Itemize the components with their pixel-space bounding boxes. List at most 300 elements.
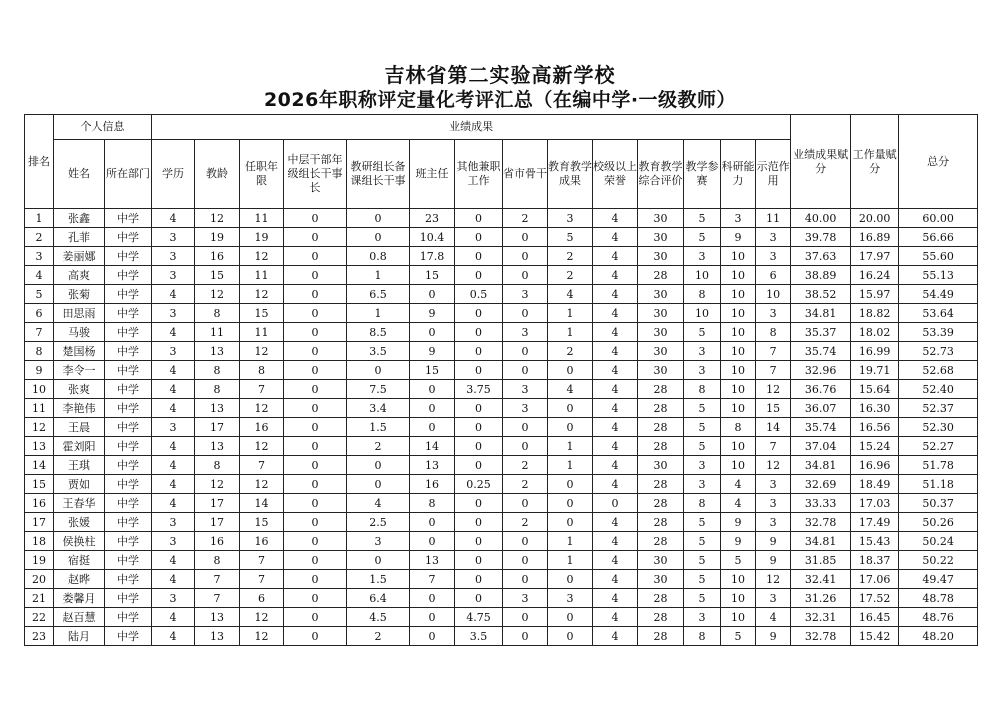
cell-years: 16: [195, 532, 240, 551]
cell-dept: 中学: [105, 570, 152, 589]
cell-midlevel: 0: [284, 608, 347, 627]
cell-workload-score: 18.82: [851, 304, 899, 323]
cell-perf-score: 34.81: [791, 456, 851, 475]
cell-other-duty: 0: [455, 437, 503, 456]
cell-rank: 23: [25, 627, 54, 646]
cell-honor: 4: [593, 228, 638, 247]
cell-contest: 5: [684, 399, 721, 418]
cell-rank: 8: [25, 342, 54, 361]
header-name: 姓名: [54, 140, 105, 209]
cell-perf-score: 32.41: [791, 570, 851, 589]
cell-research: 8: [721, 418, 756, 437]
cell-honor: 4: [593, 285, 638, 304]
cell-teaching-result: 4: [548, 285, 593, 304]
cell-demo: 4: [756, 608, 791, 627]
cell-eval: 28: [638, 532, 684, 551]
cell-midlevel: 0: [284, 304, 347, 323]
cell-midlevel: 0: [284, 380, 347, 399]
cell-other-duty: 0: [455, 247, 503, 266]
cell-teaching-result: 1: [548, 437, 593, 456]
cell-tenure: 15: [240, 304, 284, 323]
cell-name: 姜丽娜: [54, 247, 105, 266]
cell-contest: 5: [684, 418, 721, 437]
header-midlevel: 中层干部年级组长干事长: [284, 140, 347, 209]
cell-rank: 2: [25, 228, 54, 247]
cell-demo: 6: [756, 266, 791, 285]
cell-midlevel: 0: [284, 361, 347, 380]
cell-dept: 中学: [105, 361, 152, 380]
header-honor: 校级以上荣誉: [593, 140, 638, 209]
cell-years: 17: [195, 418, 240, 437]
cell-edu: 4: [152, 380, 195, 399]
cell-eval: 30: [638, 551, 684, 570]
cell-edu: 3: [152, 589, 195, 608]
cell-research: 10: [721, 570, 756, 589]
cell-edu: 3: [152, 418, 195, 437]
cell-research-lead: 8.5: [347, 323, 410, 342]
cell-demo: 3: [756, 475, 791, 494]
cell-backbone: 0: [503, 608, 548, 627]
cell-contest: 10: [684, 304, 721, 323]
cell-honor: 4: [593, 304, 638, 323]
cell-research: 10: [721, 361, 756, 380]
cell-homeroom: 23: [410, 209, 455, 228]
cell-homeroom: 0: [410, 589, 455, 608]
cell-research-lead: 3.5: [347, 342, 410, 361]
cell-demo: 3: [756, 513, 791, 532]
cell-contest: 5: [684, 570, 721, 589]
cell-years: 17: [195, 494, 240, 513]
school-title: 吉林省第二实验高新学校: [384, 63, 616, 87]
cell-teaching-result: 2: [548, 266, 593, 285]
cell-demo: 3: [756, 247, 791, 266]
cell-perf-score: 37.04: [791, 437, 851, 456]
cell-total: 52.68: [899, 361, 978, 380]
cell-honor: 4: [593, 209, 638, 228]
cell-total: 55.13: [899, 266, 978, 285]
cell-total: 52.27: [899, 437, 978, 456]
header-research-lead: 教研组长备课组长干事: [347, 140, 410, 209]
cell-teaching-result: 0: [548, 475, 593, 494]
cell-homeroom: 0: [410, 532, 455, 551]
cell-tenure: 11: [240, 209, 284, 228]
cell-name: 田思雨: [54, 304, 105, 323]
cell-homeroom: 0: [410, 285, 455, 304]
cell-tenure: 7: [240, 380, 284, 399]
cell-years: 12: [195, 209, 240, 228]
cell-teaching-result: 0: [548, 570, 593, 589]
cell-backbone: 2: [503, 513, 548, 532]
cell-teaching-result: 1: [548, 323, 593, 342]
table-row: [25, 532, 978, 551]
cell-research-lead: 3.4: [347, 399, 410, 418]
cell-edu: 4: [152, 551, 195, 570]
cell-tenure: 6: [240, 589, 284, 608]
cell-tenure: 12: [240, 627, 284, 646]
cell-honor: 4: [593, 437, 638, 456]
cell-honor: 4: [593, 323, 638, 342]
cell-edu: 3: [152, 513, 195, 532]
cell-backbone: 0: [503, 532, 548, 551]
cell-honor: 4: [593, 456, 638, 475]
cell-contest: 10: [684, 266, 721, 285]
cell-demo: 14: [756, 418, 791, 437]
cell-workload-score: 15.42: [851, 627, 899, 646]
cell-dept: 中学: [105, 399, 152, 418]
cell-name: 王春华: [54, 494, 105, 513]
cell-dept: 中学: [105, 228, 152, 247]
cell-homeroom: 16: [410, 475, 455, 494]
cell-name: 李艳伟: [54, 399, 105, 418]
cell-honor: 4: [593, 475, 638, 494]
cell-research: 10: [721, 247, 756, 266]
header-research: 科研能力: [721, 140, 756, 209]
cell-demo: 15: [756, 399, 791, 418]
cell-contest: 8: [684, 627, 721, 646]
cell-research: 5: [721, 627, 756, 646]
cell-other-duty: 0.5: [455, 285, 503, 304]
cell-teaching-result: 3: [548, 209, 593, 228]
cell-other-duty: 0: [455, 551, 503, 570]
cell-research-lead: 6.5: [347, 285, 410, 304]
cell-workload-score: 16.96: [851, 456, 899, 475]
cell-backbone: 3: [503, 380, 548, 399]
cell-years: 13: [195, 627, 240, 646]
cell-backbone: 0: [503, 342, 548, 361]
cell-rank: 16: [25, 494, 54, 513]
cell-eval: 28: [638, 494, 684, 513]
cell-dept: 中学: [105, 532, 152, 551]
cell-perf-score: 32.96: [791, 361, 851, 380]
cell-name: 贾如: [54, 475, 105, 494]
cell-tenure: 7: [240, 551, 284, 570]
cell-backbone: 3: [503, 323, 548, 342]
cell-research-lead: 4.5: [347, 608, 410, 627]
cell-teaching-result: 2: [548, 342, 593, 361]
cell-honor: 0: [593, 494, 638, 513]
cell-contest: 3: [684, 247, 721, 266]
cell-honor: 4: [593, 627, 638, 646]
cell-contest: 5: [684, 551, 721, 570]
cell-research: 3: [721, 209, 756, 228]
cell-research: 4: [721, 494, 756, 513]
cell-midlevel: 0: [284, 323, 347, 342]
cell-tenure: 12: [240, 608, 284, 627]
cell-years: 8: [195, 361, 240, 380]
cell-homeroom: 10.4: [410, 228, 455, 247]
cell-rank: 19: [25, 551, 54, 570]
header-teaching-result: 教育教学成果: [548, 140, 593, 209]
cell-rank: 21: [25, 589, 54, 608]
cell-edu: 4: [152, 209, 195, 228]
cell-tenure: 16: [240, 532, 284, 551]
table-row: [25, 551, 978, 570]
cell-research-lead: 4: [347, 494, 410, 513]
cell-years: 13: [195, 342, 240, 361]
cell-workload-score: 16.99: [851, 342, 899, 361]
cell-research-lead: 0: [347, 209, 410, 228]
cell-other-duty: 0: [455, 418, 503, 437]
cell-rank: 3: [25, 247, 54, 266]
cell-eval: 30: [638, 209, 684, 228]
cell-eval: 30: [638, 342, 684, 361]
cell-name: 宿挺: [54, 551, 105, 570]
cell-perf-score: 38.52: [791, 285, 851, 304]
table-row: [25, 247, 978, 266]
cell-backbone: 3: [503, 589, 548, 608]
cell-tenure: 12: [240, 399, 284, 418]
cell-total: 48.76: [899, 608, 978, 627]
cell-eval: 28: [638, 437, 684, 456]
cell-research-lead: 7.5: [347, 380, 410, 399]
table-row: [25, 475, 978, 494]
cell-homeroom: 7: [410, 570, 455, 589]
cell-research-lead: 0: [347, 228, 410, 247]
cell-name: 赵百慧: [54, 608, 105, 627]
cell-honor: 4: [593, 266, 638, 285]
cell-honor: 4: [593, 513, 638, 532]
cell-total: 60.00: [899, 209, 978, 228]
cell-rank: 4: [25, 266, 54, 285]
cell-years: 13: [195, 437, 240, 456]
cell-perf-score: 31.85: [791, 551, 851, 570]
cell-demo: 11: [756, 209, 791, 228]
cell-eval: 30: [638, 304, 684, 323]
table-row: [25, 342, 978, 361]
cell-research: 10: [721, 589, 756, 608]
cell-research: 10: [721, 285, 756, 304]
header-dept: 所在部门: [105, 140, 152, 209]
cell-edu: 3: [152, 342, 195, 361]
score-summary-table: [24, 114, 978, 646]
cell-midlevel: 0: [284, 532, 347, 551]
cell-name: 张菊: [54, 285, 105, 304]
cell-homeroom: 13: [410, 456, 455, 475]
cell-other-duty: 0: [455, 361, 503, 380]
cell-edu: 3: [152, 228, 195, 247]
cell-dept: 中学: [105, 608, 152, 627]
cell-dept: 中学: [105, 551, 152, 570]
cell-years: 7: [195, 589, 240, 608]
cell-rank: 18: [25, 532, 54, 551]
cell-total: 50.37: [899, 494, 978, 513]
cell-midlevel: 0: [284, 513, 347, 532]
cell-dept: 中学: [105, 247, 152, 266]
cell-other-duty: 0: [455, 399, 503, 418]
cell-contest: 5: [684, 437, 721, 456]
header-years: 教龄: [195, 140, 240, 209]
cell-demo: 9: [756, 551, 791, 570]
cell-research-lead: 2: [347, 437, 410, 456]
table-row: [25, 399, 978, 418]
cell-workload-score: 15.97: [851, 285, 899, 304]
cell-backbone: 0: [503, 570, 548, 589]
cell-research-lead: 2: [347, 627, 410, 646]
header-perf-score: 业绩成果赋分: [791, 115, 851, 209]
header-rank: 排名: [25, 115, 54, 209]
cell-teaching-result: 1: [548, 532, 593, 551]
cell-contest: 5: [684, 228, 721, 247]
cell-edu: 4: [152, 399, 195, 418]
cell-contest: 3: [684, 342, 721, 361]
cell-homeroom: 0: [410, 380, 455, 399]
cell-name: 李令一: [54, 361, 105, 380]
cell-contest: 5: [684, 323, 721, 342]
cell-homeroom: 17.8: [410, 247, 455, 266]
cell-honor: 4: [593, 532, 638, 551]
table-row: [25, 323, 978, 342]
cell-teaching-result: 0: [548, 494, 593, 513]
cell-workload-score: 16.56: [851, 418, 899, 437]
cell-edu: 4: [152, 323, 195, 342]
cell-edu: 4: [152, 456, 195, 475]
cell-edu: 4: [152, 361, 195, 380]
cell-backbone: 2: [503, 209, 548, 228]
cell-edu: 3: [152, 266, 195, 285]
cell-other-duty: 0: [455, 342, 503, 361]
cell-teaching-result: 1: [548, 456, 593, 475]
cell-research: 9: [721, 513, 756, 532]
cell-dept: 中学: [105, 513, 152, 532]
cell-years: 12: [195, 475, 240, 494]
cell-midlevel: 0: [284, 456, 347, 475]
cell-honor: 4: [593, 418, 638, 437]
cell-midlevel: 0: [284, 285, 347, 304]
cell-backbone: 0: [503, 551, 548, 570]
header-personal-info: 个人信息: [54, 115, 152, 140]
cell-edu: 4: [152, 285, 195, 304]
cell-total: 52.40: [899, 380, 978, 399]
cell-name: 楚国杨: [54, 342, 105, 361]
cell-dept: 中学: [105, 285, 152, 304]
cell-perf-score: 32.69: [791, 475, 851, 494]
cell-midlevel: 0: [284, 475, 347, 494]
cell-backbone: 3: [503, 399, 548, 418]
cell-teaching-result: 1: [548, 551, 593, 570]
cell-homeroom: 0: [410, 399, 455, 418]
table-row: [25, 608, 978, 627]
header-contest: 教学参赛: [684, 140, 721, 209]
cell-eval: 30: [638, 361, 684, 380]
cell-contest: 8: [684, 380, 721, 399]
cell-contest: 5: [684, 513, 721, 532]
cell-teaching-result: 2: [548, 247, 593, 266]
cell-edu: 4: [152, 494, 195, 513]
cell-research-lead: 1.5: [347, 570, 410, 589]
cell-rank: 7: [25, 323, 54, 342]
cell-other-duty: 0: [455, 323, 503, 342]
cell-rank: 11: [25, 399, 54, 418]
cell-research-lead: 1.5: [347, 418, 410, 437]
cell-dept: 中学: [105, 209, 152, 228]
cell-rank: 10: [25, 380, 54, 399]
cell-tenure: 7: [240, 570, 284, 589]
cell-contest: 8: [684, 494, 721, 513]
cell-homeroom: 9: [410, 304, 455, 323]
table-row: [25, 437, 978, 456]
cell-total: 55.60: [899, 247, 978, 266]
header-backbone: 省市骨干: [503, 140, 548, 209]
cell-total: 50.26: [899, 513, 978, 532]
cell-homeroom: 15: [410, 266, 455, 285]
cell-research: 5: [721, 551, 756, 570]
cell-perf-score: 32.78: [791, 513, 851, 532]
cell-contest: 3: [684, 475, 721, 494]
cell-tenure: 16: [240, 418, 284, 437]
cell-other-duty: 0: [455, 228, 503, 247]
cell-rank: 13: [25, 437, 54, 456]
cell-teaching-result: 3: [548, 589, 593, 608]
cell-demo: 7: [756, 342, 791, 361]
cell-demo: 12: [756, 570, 791, 589]
cell-dept: 中学: [105, 380, 152, 399]
cell-workload-score: 16.24: [851, 266, 899, 285]
cell-name: 赵晔: [54, 570, 105, 589]
cell-dept: 中学: [105, 589, 152, 608]
cell-research: 10: [721, 456, 756, 475]
cell-other-duty: 0.25: [455, 475, 503, 494]
cell-eval: 28: [638, 380, 684, 399]
cell-other-duty: 3.5: [455, 627, 503, 646]
header-workload-score: 工作量赋分: [851, 115, 899, 209]
cell-name: 张媛: [54, 513, 105, 532]
cell-midlevel: 0: [284, 209, 347, 228]
cell-backbone: 0: [503, 247, 548, 266]
cell-homeroom: 0: [410, 513, 455, 532]
cell-perf-score: 35.74: [791, 418, 851, 437]
cell-teaching-result: 5: [548, 228, 593, 247]
cell-honor: 4: [593, 247, 638, 266]
cell-honor: 4: [593, 589, 638, 608]
cell-demo: 7: [756, 437, 791, 456]
cell-midlevel: 0: [284, 399, 347, 418]
cell-perf-score: 32.31: [791, 608, 851, 627]
cell-perf-score: 39.78: [791, 228, 851, 247]
table-row: [25, 570, 978, 589]
cell-demo: 8: [756, 323, 791, 342]
cell-tenure: 12: [240, 475, 284, 494]
cell-name: 马骏: [54, 323, 105, 342]
cell-years: 12: [195, 285, 240, 304]
cell-research: 10: [721, 304, 756, 323]
cell-demo: 3: [756, 494, 791, 513]
cell-dept: 中学: [105, 456, 152, 475]
cell-tenure: 19: [240, 228, 284, 247]
cell-demo: 12: [756, 380, 791, 399]
cell-midlevel: 0: [284, 266, 347, 285]
cell-rank: 12: [25, 418, 54, 437]
cell-workload-score: 18.37: [851, 551, 899, 570]
cell-homeroom: 15: [410, 361, 455, 380]
cell-edu: 4: [152, 570, 195, 589]
cell-perf-score: 34.81: [791, 532, 851, 551]
cell-total: 51.18: [899, 475, 978, 494]
cell-backbone: 2: [503, 456, 548, 475]
cell-total: 53.39: [899, 323, 978, 342]
cell-tenure: 7: [240, 456, 284, 475]
table-row: [25, 418, 978, 437]
cell-backbone: 0: [503, 228, 548, 247]
cell-years: 17: [195, 513, 240, 532]
cell-total: 48.78: [899, 589, 978, 608]
table-row: [25, 589, 978, 608]
cell-midlevel: 0: [284, 228, 347, 247]
cell-demo: 3: [756, 228, 791, 247]
cell-workload-score: 16.89: [851, 228, 899, 247]
header-demo: 示范作用: [756, 140, 791, 209]
cell-research-lead: 0: [347, 551, 410, 570]
cell-total: 54.49: [899, 285, 978, 304]
